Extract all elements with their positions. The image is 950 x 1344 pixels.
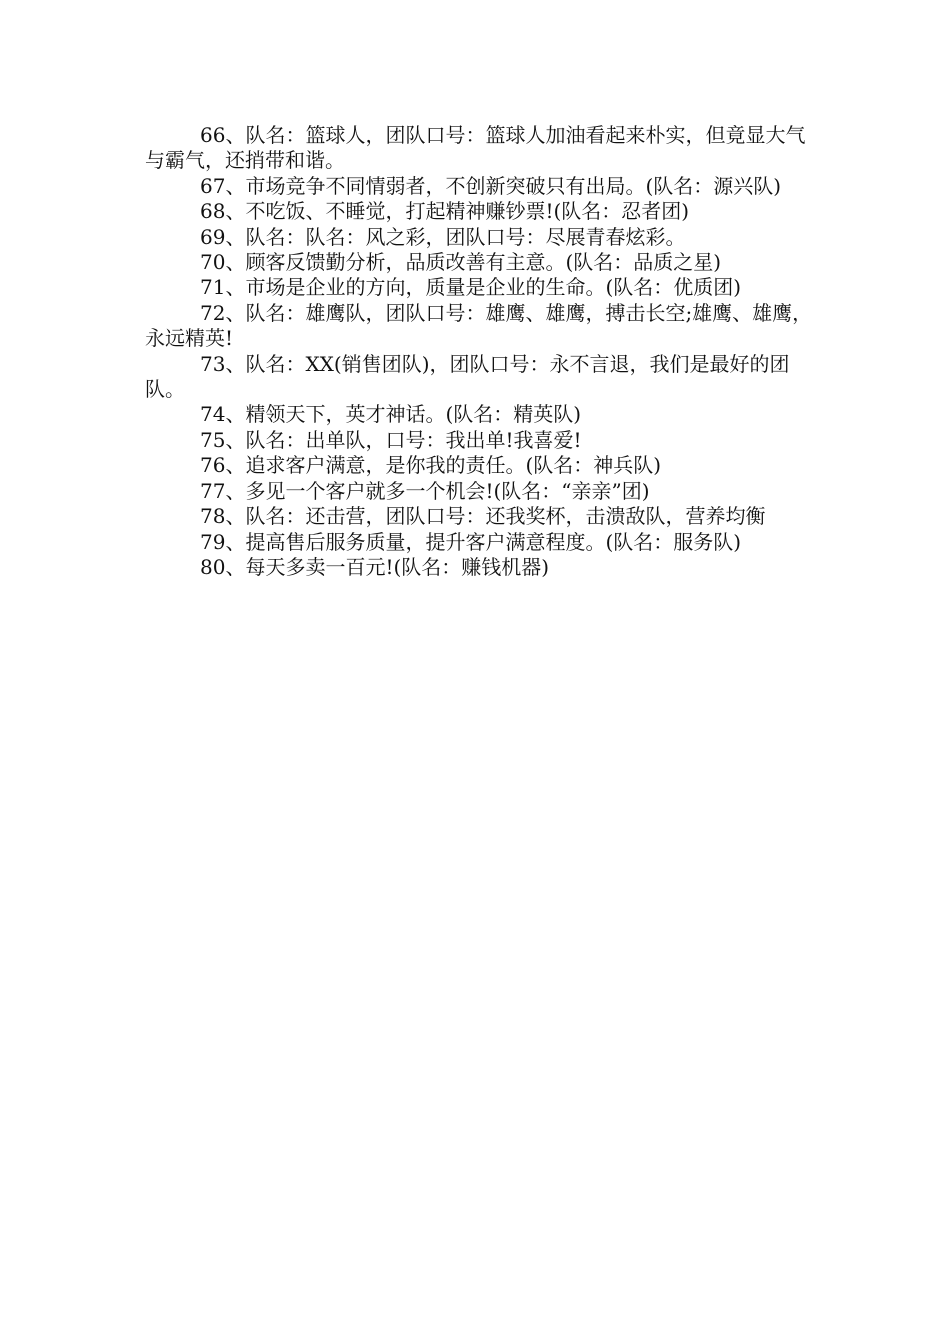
paragraph-77: 77、多见一个客户就多一个机会!(队名：“亲亲”团) xyxy=(200,478,650,503)
paragraph-76: 76、追求客户满意，是你我的责任。(队名：神兵队) xyxy=(200,453,662,478)
paragraph-68: 68、不吃饭、不睡觉，打起精神赚钞票!(队名：忍者团) xyxy=(200,199,690,224)
paragraph-75: 75、队名：出单队，口号：我出单!我喜爱! xyxy=(200,427,582,452)
paragraph-80: 80、每天多卖一百元!(队名：赚钱机器) xyxy=(200,554,550,579)
paragraph-70: 70、顾客反馈勤分析，品质改善有主意。(队名：品质之星) xyxy=(200,250,722,275)
paragraph-78: 78、队名：还击营，团队口号：还我奖杯，击溃敌队，营养均衡 xyxy=(200,504,766,529)
paragraph-73: 73、队名：XX(销售团队)，团队口号：永不言退，我们是最好的团队。 xyxy=(145,351,790,402)
document-body xyxy=(145,123,825,580)
paragraph-79: 79、提高售后服务质量，提升客户满意程度。(队名：服务队) xyxy=(200,529,742,554)
paragraph-74: 74、精领天下，英才神话。(队名：精英队) xyxy=(200,402,582,427)
paragraph-69: 69、队名：队名：风之彩，团队口号：尽展青春炫彩。 xyxy=(200,224,686,249)
paragraph-72: 72、队名：雄鹰队，团队口号：雄鹰、雄鹰，搏击长空;雄鹰、雄鹰，永远精英! xyxy=(145,300,813,351)
paragraph-66: 66、队名：篮球人，团队口号：篮球人加油看起来朴实，但竟显大气与霸气，还捎带和谐。 xyxy=(145,123,806,173)
paragraph-71: 71、市场是企业的方向，质量是企业的生命。(队名：优质团) xyxy=(200,275,742,300)
paragraph-67: 67、市场竞争不同情弱者，不创新突破只有出局。(队名：源兴队) xyxy=(200,173,782,198)
